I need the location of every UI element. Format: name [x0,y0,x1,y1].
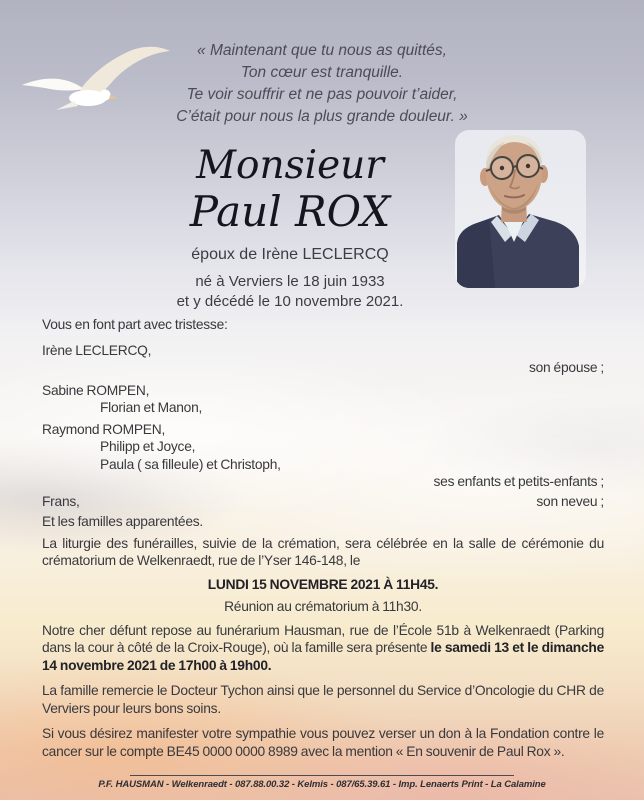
ceremony-date: LUNDI 15 NOVEMBRE 2021 À 11H45. [207,576,439,592]
repose-bold: le samedi 13 et le dimanche 14 novembre 2021 de 17h00 à 19h00. [42,640,604,673]
funeral-home-info: P.F. HAUSMAN - Welkenraedt - 087.88.00.32 - Kelmis - 087/65.39.61 - Imp. Lenaerts Print - La Calamine [98,779,546,790]
quote-line: « Maintenant que tu nous as quittés, [197,42,447,59]
funeral-home-divider [130,775,514,776]
child-name: Raymond ROMPEN, [42,421,166,437]
grandchildren-names: Paula ( sa filleule) et Christoph, [100,456,281,472]
deceased-name: Paul ROX [189,187,391,236]
funeral-home-footer [0,775,644,790]
grandchildren-names: Florian et Manon, [100,400,203,415]
repose-text: Notre cher défunt repose au funérarium Hausman, rue de l’École 51b à Welkenraedt (Parking dans la cour à côté de la Croix-Rouge), où la famille sera présente [42,622,604,655]
spouse-line: époux de Irène LECLERCQ [191,246,389,263]
meeting-info: Réunion au crématorium à 11h30. [224,599,422,614]
quote-line: C’était pour nous la plus grande douleur. » [176,108,468,125]
liturgy-paragraph: La liturgie des funérailles, suivie de la crémation, sera célébrée en la salle de cérémonie du crématorium de Welkenraedt, rue de l’Yser 146-148, le [42,535,604,568]
wife-role: son épouse ; [528,360,604,375]
portrait-photo [455,130,586,288]
grandchildren-names: Philipp et Joyce, [100,439,196,454]
wife-name: Irène LECLERCQ, [42,342,152,358]
quote-line: Ton cœur est tranquille. [240,64,404,81]
deceased-title: Monsieur [196,143,384,188]
repose-paragraph [42,622,604,675]
memorial-quote [0,40,644,128]
donation-paragraph: Si vous désirez manifester votre sympathie vous pouvez verser un don à la Fondation contre le cancer sur le compte BE45 0000 0000 8989 avec la mention « En souvenir de Paul Rox ». [42,726,604,759]
thanks-paragraph: La famille remercie le Docteur Tychon ainsi que le personnel du Service d’Oncologie du CHR de Verviers pour leurs bons soins. [42,683,604,716]
announcement-body [42,316,604,760]
deceased-block [70,144,510,312]
related-families: Et les familles apparentées. [42,514,203,529]
announcement-intro: Vous en font part avec tristesse: [42,317,228,332]
nephew-role: son neveu ; [536,493,604,509]
quote-line: Te voir souffrir et ne pas pouvoir t’aider, [186,86,458,103]
birth-line: né à Verviers le 18 juin 1933 [195,273,385,290]
nephew-name: Frans, [42,493,80,509]
death-line: et y décédé le 10 novembre 2021. [176,293,404,310]
children-role: ses enfants et petits-enfants ; [433,474,604,489]
child-name: Sabine ROMPEN, [42,382,150,398]
